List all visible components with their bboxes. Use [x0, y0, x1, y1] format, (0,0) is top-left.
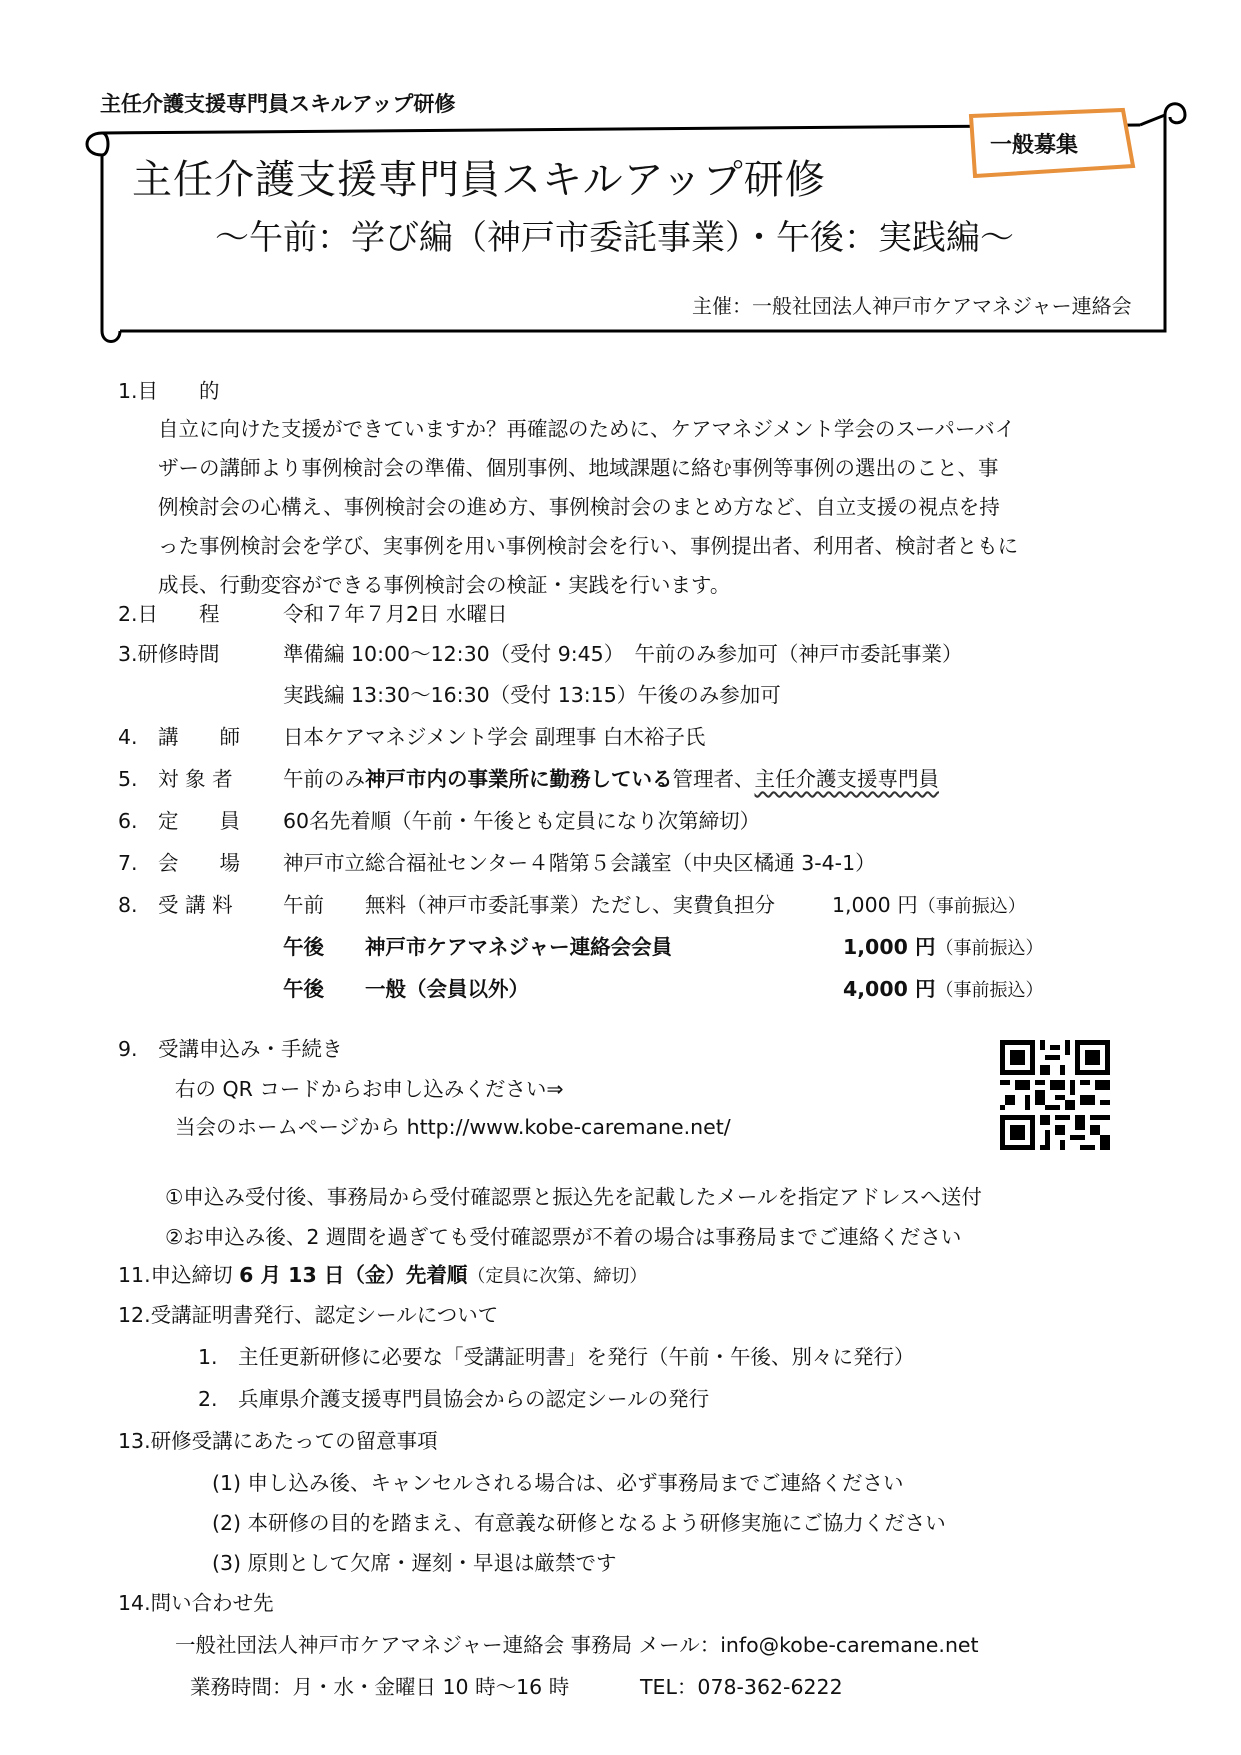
purpose-line: 例検討会の心構え、事例検討会の進め方、事例検討会のまとめ方など、自立支援の視点を持 — [158, 495, 1000, 519]
section-9-label: 9. 受講申込み・手続き — [118, 1037, 343, 1061]
section-14-label: 14.問い合わせ先 — [118, 1591, 274, 1615]
fee-row-desc: 神戸市ケアマネジャー連絡会会員 — [365, 935, 673, 959]
certificate-item-1: 1. 主任更新研修に必要な「受講証明書」を発行（午前・午後、別々に発行） — [198, 1345, 915, 1369]
qr-instruction: 右の QR コードからお申し込みください⇒ — [175, 1077, 564, 1101]
fee-amount: 4,000 円 — [843, 977, 936, 1001]
page-subtitle: ～午前：学び編（神戸市委託事業）・午後：実践編～ — [215, 218, 1014, 258]
schedule-value: 令和７年７月2日 水曜日 — [283, 602, 508, 626]
fee-note: （事前振込） — [935, 980, 1044, 1001]
office-hours: 業務時間：月・水・金曜日 10 時～16 時 — [190, 1675, 570, 1699]
fee-row-amount — [843, 972, 1043, 1002]
target-pre: 午前のみ — [283, 767, 365, 791]
deadline-note: （定員に次第、締切） — [467, 1266, 648, 1287]
lecturer-value: 日本ケアマネジメント学会 副理事 白木裕子氏 — [283, 725, 706, 749]
contact-line: 一般社団法人神戸市ケアマネジャー連絡会 事務局 メール：info@kobe-caremane.net — [175, 1633, 979, 1657]
target-underlined: 主任介護支援専門員 — [754, 767, 939, 791]
purpose-line: 自立に向けた支援ができていますか？再確認のために、ケアマネジメント学会のスーパーバイ — [158, 417, 1016, 441]
notice-item-1: (1) 申し込み後、キャンセルされる場合は、必ず事務局までご連絡ください — [212, 1471, 904, 1495]
target-value — [283, 762, 939, 792]
phone-number: TEL：078-362-6222 — [640, 1675, 843, 1699]
qr-code[interactable] — [1000, 1040, 1110, 1150]
section-11-label: 11.申込締切 — [118, 1263, 233, 1287]
section-8-label: 8. 受 講 料 — [118, 893, 233, 917]
procedure-note-2: ②お申込み後、2 週間を過ぎても受付確認票が不着の場合は事務局までご連絡ください — [165, 1225, 962, 1249]
purpose-line: った事例検討会を学び、実事例を用い事例検討会を行い、事例提出者、利用者、検討者ともに — [158, 534, 1019, 558]
badge-label: 一般募集 — [990, 133, 1079, 158]
venue-value: 神戸市立総合福祉センター４階第５会議室（中央区橘通 3-4-1） — [283, 851, 876, 875]
purpose-paragraph — [158, 410, 1118, 605]
section-7-label: 7. 会 場 — [118, 851, 241, 875]
fee-amount: 1,000 円 — [843, 935, 936, 959]
homepage-link[interactable]: 当会のホームページから http://www.kobe-caremane.net/ — [175, 1115, 731, 1139]
fee-note: （事前振込） — [917, 896, 1026, 917]
certificate-item-2: 2. 兵庫県介護支援専門員協会からの認定シールの発行 — [198, 1387, 710, 1411]
target-bold: 神戸市内の事業所に勤務している — [365, 767, 673, 791]
fee-amount: 1,000 円 — [832, 893, 918, 917]
purpose-line: 成長、行動変容ができる事例検討会の検証・実践を行います。 — [158, 573, 731, 597]
procedure-note-1: ①申込み受付後、事務局から受付確認票と振込先を記載したメールを指定アドレスへ送付 — [165, 1185, 982, 1209]
fee-row-amount — [843, 930, 1043, 960]
deadline — [118, 1258, 647, 1288]
time-pm: 実践編 13:30～16:30（受付 13:15）午後のみ参加可 — [283, 683, 781, 707]
organizer: 主催：一般社団法人神戸市ケアマネジャー連絡会 — [692, 294, 1132, 318]
section-2-label: 2.日 程 — [118, 602, 220, 626]
section-13-label: 13.研修受講にあたっての留意事項 — [118, 1429, 438, 1453]
fee-row-desc: 一般（会員以外） — [365, 977, 529, 1001]
capacity-value: 60名先着順（午前・午後とも定員になり次第締切） — [283, 809, 761, 833]
target-mid: 管理者、 — [672, 767, 755, 791]
section-4-label: 4. 講 師 — [118, 725, 241, 749]
section-6-label: 6. 定 員 — [118, 809, 241, 833]
fee-row-when: 午前 — [283, 893, 324, 917]
page-title: 主任介護支援専門員スキルアップ研修 — [132, 157, 826, 203]
fee-row-when: 午後 — [283, 935, 324, 959]
section-3-label: 3.研修時間 — [118, 642, 220, 666]
notice-item-2: (2) 本研修の目的を踏まえ、有意義な研修となるよう研修実施にご協力ください — [212, 1511, 946, 1535]
fee-note: （事前振込） — [935, 938, 1044, 959]
fee-row-desc: 無料（神戸市委託事業）ただし、実費負担分 — [365, 893, 775, 917]
deadline-date: 6 月 13 日（金）先着順 — [239, 1263, 468, 1287]
section-12-label: 12.受講証明書発行、認定シールについて — [118, 1303, 499, 1327]
section-5-label: 5. 対 象 者 — [118, 767, 233, 791]
purpose-line: ザーの講師より事例検討会の準備、個別事例、地域課題に絡む事例等事例の選出のこと、事 — [158, 456, 999, 480]
fee-row-when: 午後 — [283, 977, 324, 1001]
notice-item-3: (3) 原則として欠席・遅刻・早退は厳禁です — [212, 1551, 617, 1575]
header-small-title: 主任介護支援専門員スキルアップ研修 — [100, 92, 456, 116]
section-1-label: 1.目 的 — [118, 379, 220, 403]
time-am: 準備編 10:00～12:30（受付 9:45） 午前のみ参加可（神戸市委託事業） — [283, 642, 963, 666]
fee-row-amount — [832, 888, 1026, 918]
